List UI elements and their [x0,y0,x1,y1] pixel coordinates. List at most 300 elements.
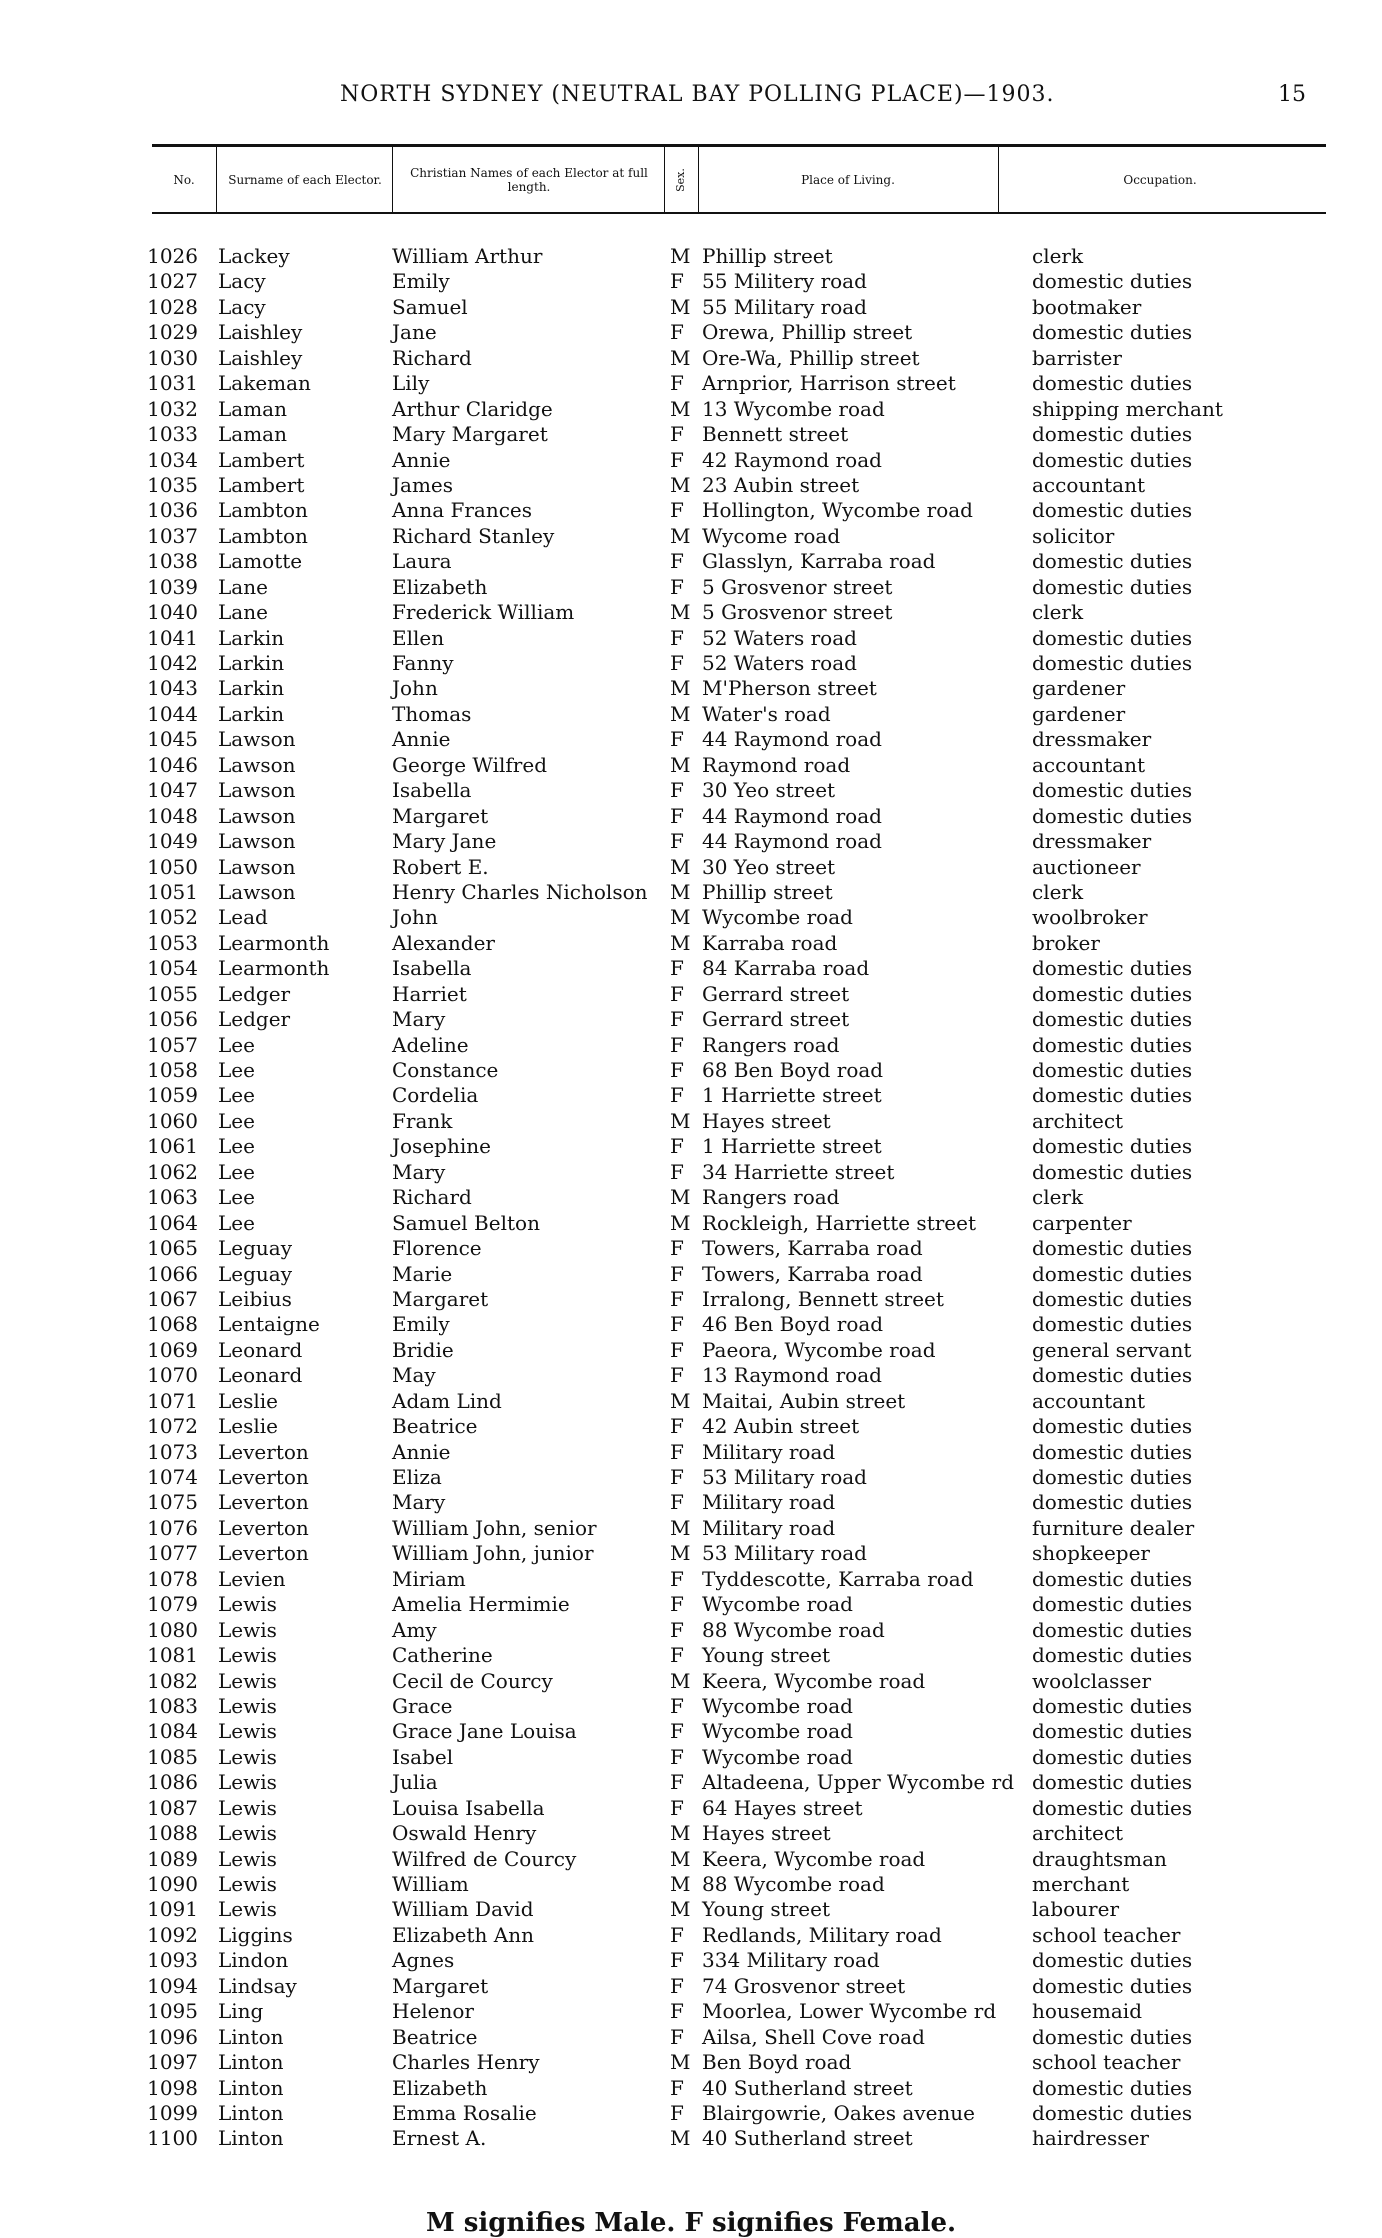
christian-names: Lily [392,371,430,396]
sex: M [670,879,691,904]
col-divider [216,147,217,212]
surname: Leverton [218,1465,309,1489]
table-row [0,346,1382,371]
occupation: barrister [1032,345,1122,370]
place-of-living: 52 Waters road [702,651,857,675]
col-header-sex [666,150,696,210]
place-of-living: Wycombe road [702,1719,853,1744]
surname: Lewis [218,1821,277,1846]
place-of-living: Orewa, Phillip street [702,320,913,345]
table-row [0,1923,1382,1948]
christian-names: Isabella [392,956,472,981]
table-row [0,2126,1382,2151]
sex: F [670,1337,684,1362]
sex: M [670,1872,691,1896]
surname: Lambton [218,523,308,548]
sex: M [670,1108,691,1133]
table-row [0,2076,1382,2101]
elector-number: 1094 [147,1973,198,1998]
occupation: domestic duties [1032,1795,1193,1820]
elector-number: 1051 [147,879,198,904]
sex: F [670,1465,684,1489]
sex: M [670,294,691,319]
elector-number: 1032 [147,396,198,421]
sex: F [670,447,684,472]
sex: M [670,244,691,268]
surname: Lawson [218,879,296,904]
occupation: draughtsman [1032,1846,1167,1871]
table-row [0,498,1382,523]
elector-number: 1048 [147,803,198,828]
christian-names: Samuel Belton [392,1210,540,1235]
occupation: domestic duties [1032,2075,1193,2100]
elector-number: 1071 [147,1388,198,1413]
occupation: domestic duties [1032,1414,1193,1439]
occupation: domestic duties [1032,1439,1193,1464]
place-of-living: Wycombe road [702,1693,853,1718]
occupation: clerk [1032,879,1084,904]
christian-names: Annie [392,727,451,752]
table-row [0,778,1382,803]
place-of-living: Military road [702,1439,836,1464]
occupation: domestic duties [1032,1465,1193,1489]
table-row [0,1974,1382,1999]
place-of-living: Irralong, Bennett street [702,1286,944,1311]
elector-number: 1078 [147,1566,198,1591]
sex: F [670,829,684,854]
table-row [0,804,1382,829]
christian-names: Catherine [392,1643,493,1668]
occupation: domestic duties [1032,498,1193,523]
surname: Lewis [218,1770,277,1795]
christian-names: Amy [392,1617,437,1642]
elector-number: 1069 [147,1337,198,1362]
table-row [0,931,1382,956]
occupation: domestic duties [1032,1058,1193,1082]
place-of-living: 34 Harriette street [702,1159,895,1184]
sex: F [670,549,684,574]
table-row [0,1109,1382,1134]
sex: F [670,1414,684,1439]
elector-number: 1093 [147,1948,198,1973]
table-row [0,1490,1382,1515]
occupation: domestic duties [1032,549,1193,574]
sex: F [670,1007,684,1032]
place-of-living: 64 Hayes street [702,1795,863,1820]
christian-names: Grace [392,1693,453,1718]
sex: F [670,2075,684,2100]
occupation: clerk [1032,600,1084,625]
surname: Lambton [218,498,308,523]
elector-number: 1029 [147,320,198,345]
table-row [0,829,1382,854]
elector-number: 1056 [147,1007,198,1032]
occupation: merchant [1032,1872,1130,1896]
place-of-living: 55 Military road [702,294,867,319]
place-of-living: 40 Sutherland street [702,2126,913,2151]
place-of-living: 44 Raymond road [702,829,882,854]
occupation: furniture dealer [1032,1515,1195,1540]
table-row [0,1872,1382,1897]
occupation: domestic duties [1032,981,1193,1006]
sex: F [670,727,684,752]
surname: Lindsay [218,1973,297,1998]
place-of-living: Keera, Wycombe road [702,1846,926,1871]
christian-names: James [392,472,454,497]
elector-number: 1044 [147,701,198,726]
christian-names: Frederick William [392,600,575,625]
elector-number: 1034 [147,447,198,472]
place-of-living: 5 Grosvenor street [702,600,893,625]
place-of-living: 88 Wycombe road [702,1617,885,1642]
occupation: shipping merchant [1032,396,1223,421]
page-title: NORTH SYDNEY (NEUTRAL BAY POLLING PLACE)—1903. [340,82,1055,107]
surname: Ling [218,1999,264,2024]
christian-names: Mary Margaret [392,422,548,447]
occupation: broker [1032,930,1100,955]
surname: Leslie [218,1414,279,1439]
sex: M [670,752,691,777]
surname: Lee [218,1134,255,1159]
elector-number: 1075 [147,1490,198,1515]
surname: Lewis [218,1872,277,1896]
sex: F [670,1592,684,1617]
surname: Leslie [218,1388,279,1413]
table-row [0,1389,1382,1414]
occupation: domestic duties [1032,1363,1193,1388]
table-row [0,269,1382,294]
elector-number: 1092 [147,1922,198,1947]
place-of-living: 88 Wycombe road [702,1872,885,1896]
christian-names: Mary [392,1007,446,1032]
christian-names: Annie [392,447,451,472]
table-row [0,524,1382,549]
elector-number: 1052 [147,905,198,930]
place-of-living: Water's road [702,701,831,726]
occupation: dressmaker [1032,727,1152,752]
table-row [0,626,1382,651]
christian-names: Elizabeth [392,574,488,599]
sex: M [670,930,691,955]
surname: Linton [218,2100,284,2125]
elector-number: 1036 [147,498,198,523]
place-of-living: 30 Yeo street [702,854,836,879]
table-row [0,1821,1382,1846]
christian-names: Laura [392,549,452,574]
place-of-living: 74 Grosvenor street [702,1973,906,1998]
elector-number: 1028 [147,294,198,319]
elector-number: 1049 [147,829,198,854]
occupation: hairdresser [1032,2126,1149,2151]
electoral-roll-table [0,244,1382,2152]
occupation: domestic duties [1032,320,1193,345]
table-row [0,1440,1382,1465]
occupation: accountant [1032,752,1146,777]
place-of-living: Altadeena, Upper Wycombe rd [702,1770,1014,1795]
footer-note: M signifies Male. F signifies Female. [425,2208,957,2238]
place-of-living: Military road [702,1515,836,1540]
christian-names: William [392,1872,469,1896]
table-row [0,1847,1382,1872]
elector-number: 1055 [147,981,198,1006]
col-divider [998,147,999,212]
occupation: domestic duties [1032,1236,1193,1261]
table-row [0,855,1382,880]
occupation: woolbroker [1032,905,1148,930]
occupation: domestic duties [1032,1134,1193,1159]
occupation: woolclasser [1032,1668,1152,1693]
surname: Ledger [218,981,291,1006]
christian-names: Henry Charles Nicholson [392,879,648,904]
place-of-living: 13 Raymond road [702,1363,882,1388]
place-of-living: Gerrard street [702,981,850,1006]
table-row [0,1007,1382,1032]
surname: Lambert [218,447,305,472]
table-row [0,982,1382,1007]
surname: Lewis [218,1744,277,1769]
place-of-living: 44 Raymond road [702,727,882,752]
christian-names: Richard [392,345,472,370]
sex: M [670,1846,691,1871]
elector-number: 1089 [147,1846,198,1871]
christian-names: John [392,905,438,930]
sex: M [670,523,691,548]
table-row [0,676,1382,701]
place-of-living: 52 Waters road [702,625,857,650]
occupation: domestic duties [1032,1719,1193,1744]
place-of-living: 13 Wycombe road [702,396,885,421]
surname: Laishley [218,345,303,370]
elector-number: 1076 [147,1515,198,1540]
occupation: labourer [1032,1897,1120,1922]
elector-number: 1084 [147,1719,198,1744]
sex: F [670,2100,684,2125]
sex: M [670,1541,691,1566]
christian-names: Agnes [392,1948,455,1973]
occupation: domestic duties [1032,1083,1193,1108]
elector-number: 1045 [147,727,198,752]
place-of-living: Blairgowrie, Oakes avenue [702,2100,975,2125]
table-row [0,1033,1382,1058]
place-of-living: 84 Karraba road [702,956,870,981]
elector-number: 1099 [147,2100,198,2125]
surname: Lewis [218,1795,277,1820]
surname: Lewis [218,1719,277,1744]
christian-names: Adam Lind [392,1388,502,1413]
surname: Linton [218,2050,284,2075]
christian-names: Ernest A. [392,2126,487,2151]
christian-names: Emily [392,269,450,294]
occupation: domestic duties [1032,2024,1193,2049]
christian-names: Charles Henry [392,2050,540,2075]
table-top-rule [152,144,1326,147]
table-row [0,1669,1382,1694]
sex: M [670,854,691,879]
col-divider [392,147,393,212]
christian-names: George Wilfred [392,752,548,777]
table-row [0,244,1382,269]
elector-number: 1087 [147,1795,198,1820]
table-row [0,2025,1382,2050]
page-header [0,82,1382,112]
christian-names: Thomas [392,701,472,726]
christian-names: Annie [392,1439,451,1464]
occupation: gardener [1032,676,1126,701]
table-row [0,295,1382,320]
table-header-bottom-rule [152,212,1326,214]
col-header-surname: Surname of each Elector. [228,173,382,187]
table-row [0,1745,1382,1770]
surname: Liggins [218,1922,293,1947]
surname: Lawson [218,829,296,854]
christian-names: Margaret [392,1286,489,1311]
table-row [0,1567,1382,1592]
table-row [0,1160,1382,1185]
elector-number: 1098 [147,2075,198,2100]
table-row [0,956,1382,981]
table-row [0,905,1382,930]
place-of-living: 23 Aubin street [702,472,860,497]
occupation: housemaid [1032,1999,1142,2024]
surname: Lewis [218,1846,277,1871]
elector-number: 1062 [147,1159,198,1184]
elector-number: 1070 [147,1363,198,1388]
elector-number: 1090 [147,1872,198,1896]
surname: Lane [218,574,268,599]
christian-names: Cecil de Courcy [392,1668,553,1693]
sex: F [670,1134,684,1159]
occupation: architect [1032,1108,1124,1133]
sex: F [670,981,684,1006]
place-of-living: Raymond road [702,752,851,777]
christian-names: Frank [392,1108,453,1133]
place-of-living: M'Pherson street [702,676,877,701]
table-row [0,600,1382,625]
christian-names: Emma Rosalie [392,2100,537,2125]
table-row [0,422,1382,447]
surname: Leverton [218,1490,309,1515]
sex: F [670,1566,684,1591]
occupation: general servant [1032,1337,1192,1362]
sex: M [670,676,691,701]
sex: F [670,1617,684,1642]
table-row [0,1236,1382,1261]
occupation: domestic duties [1032,1490,1193,1515]
elector-number: 1033 [147,422,198,447]
elector-number: 1083 [147,1693,198,1718]
occupation: domestic duties [1032,1007,1193,1032]
occupation: domestic duties [1032,371,1193,396]
elector-number: 1050 [147,854,198,879]
sex: M [670,396,691,421]
surname: Lewis [218,1617,277,1642]
elector-number: 1039 [147,574,198,599]
christian-names: Oswald Henry [392,1821,537,1846]
occupation: domestic duties [1032,1973,1193,1998]
place-of-living: 68 Ben Boyd road [702,1058,884,1082]
occupation: domestic duties [1032,1948,1193,1973]
surname: Lambert [218,472,305,497]
table-row [0,1719,1382,1744]
surname: Larkin [218,701,285,726]
page-number: 15 [1278,82,1306,107]
sex: M [670,701,691,726]
surname: Lawson [218,854,296,879]
surname: Lawson [218,752,296,777]
elector-number: 1088 [147,1821,198,1846]
christian-names: Cordelia [392,1083,479,1108]
col-divider [698,147,699,212]
christian-names: Josephine [392,1134,491,1159]
table-row [0,753,1382,778]
christian-names: Mary [392,1490,446,1515]
elector-number: 1037 [147,523,198,548]
occupation: domestic duties [1032,1159,1193,1184]
christian-names: Isabel [392,1744,454,1769]
table-row [0,1465,1382,1490]
sex: M [670,1388,691,1413]
table-row [0,1516,1382,1541]
christian-names: William David [392,1897,534,1922]
sex: F [670,1286,684,1311]
table-row [0,1999,1382,2024]
christian-names: Grace Jane Louisa [392,1719,577,1744]
place-of-living: 46 Ben Boyd road [702,1312,884,1337]
sex: F [670,1693,684,1718]
christian-names: Margaret [392,1973,489,1998]
christian-names: Wilfred de Courcy [392,1846,577,1871]
christian-names: Julia [392,1770,438,1795]
elector-number: 1081 [147,1643,198,1668]
christian-names: Mary Jane [392,829,497,854]
christian-names: Elizabeth [392,2075,488,2100]
place-of-living: Gerrard street [702,1007,850,1032]
place-of-living: Karraba road [702,930,838,955]
sex: F [670,1439,684,1464]
elector-number: 1097 [147,2050,198,2075]
place-of-living: Young street [702,1643,830,1668]
sex: F [670,803,684,828]
elector-number: 1080 [147,1617,198,1642]
christian-names: May [392,1363,436,1388]
col-header-occupation: Occupation. [1123,173,1197,187]
surname: Ledger [218,1007,291,1032]
sex: F [670,1973,684,1998]
surname: Lindon [218,1948,289,1973]
occupation: domestic duties [1032,1693,1193,1718]
place-of-living: Keera, Wycombe road [702,1668,926,1693]
place-of-living: Bennett street [702,422,849,447]
sex: F [670,956,684,981]
christian-names: Florence [392,1236,482,1261]
place-of-living: Towers, Karraba road [702,1236,923,1261]
table-row [0,320,1382,345]
occupation: domestic duties [1032,1744,1193,1769]
sex: F [670,1643,684,1668]
christian-names: Beatrice [392,2024,478,2049]
surname: Linton [218,2126,284,2151]
sex: F [670,1312,684,1337]
occupation: gardener [1032,701,1126,726]
elector-number: 1063 [147,1185,198,1210]
table-row [0,1694,1382,1719]
surname: Laman [218,422,287,447]
elector-number: 1065 [147,1236,198,1261]
elector-number: 1046 [147,752,198,777]
occupation: clerk [1032,1185,1084,1210]
elector-number: 1073 [147,1439,198,1464]
occupation: carpenter [1032,1210,1132,1235]
